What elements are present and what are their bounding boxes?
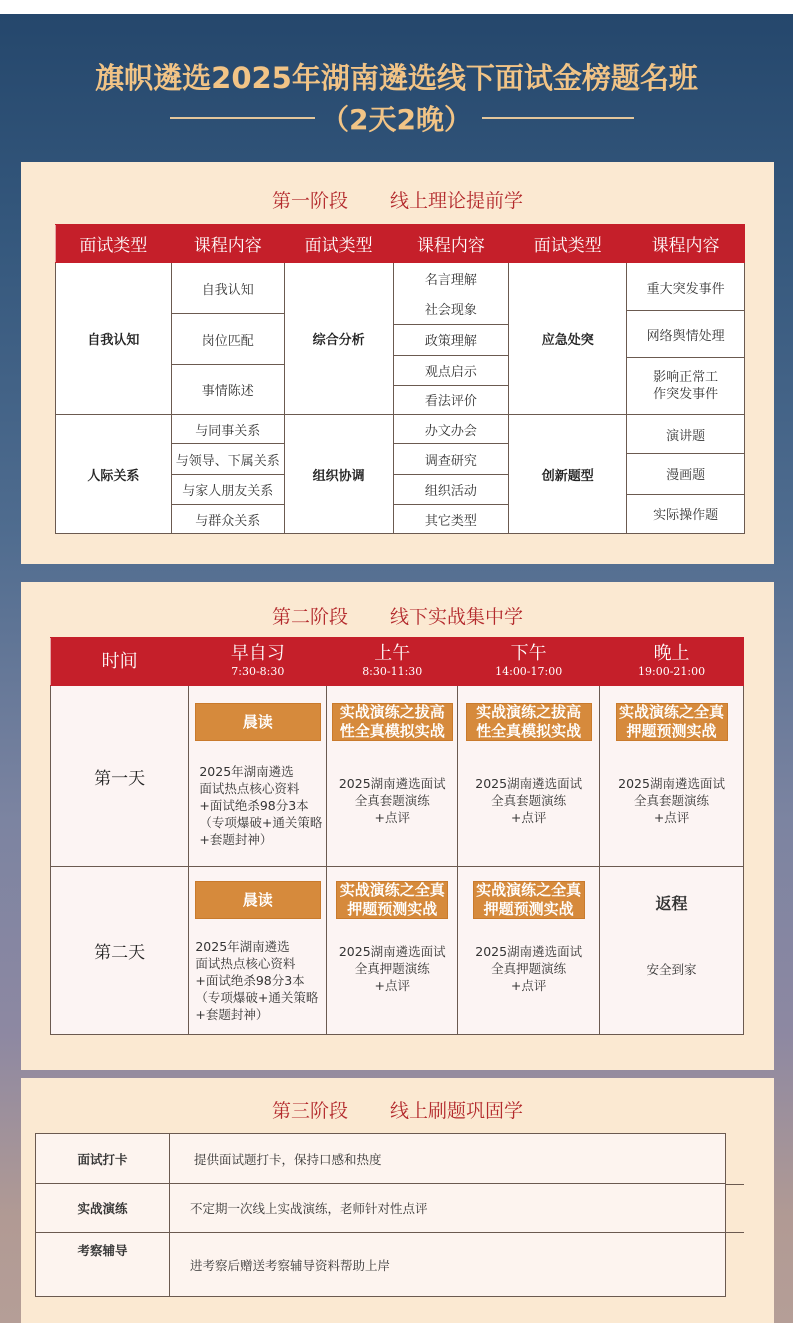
header-cell: 面试类型 — [509, 225, 627, 263]
content-emergency — [627, 263, 745, 415]
content-interpersonal — [171, 415, 284, 534]
divider — [726, 1232, 744, 1233]
list-item: 办文办会 — [394, 415, 509, 444]
stage1-heading — [21, 186, 774, 213]
list-item: 观点启示 — [394, 356, 509, 386]
row-value: 不定期一次线上实战演练，老师针对性点评 — [170, 1184, 726, 1233]
stage2-subtitle: 线下实战集中学 — [390, 606, 524, 628]
stage1-row-2 — [56, 415, 745, 534]
day2-evening — [600, 867, 744, 1035]
stage2-heading — [21, 602, 774, 629]
list-item-group — [394, 264, 509, 325]
desc-block: 2025湖南遴选面试 全真套题演练 +点评 — [475, 776, 583, 825]
list-item: 岗位匹配 — [172, 314, 284, 365]
list-item: 名言理解 — [424, 273, 477, 288]
content-organize — [393, 415, 509, 534]
badge: 实战演练之全真 押题预测实战 — [616, 703, 728, 741]
table-row — [36, 1233, 726, 1297]
type-analysis: 综合分析 — [284, 263, 393, 415]
list-item: 与家人朋友关系 — [172, 475, 284, 505]
type-emergency: 应急处突 — [509, 263, 627, 415]
header-cell: 课程内容 — [393, 225, 509, 263]
stage1-subtitle: 线上理论提前学 — [390, 190, 524, 212]
desc-block: 2025年湖南遴选 面试热点核心资料 +面试绝杀98分3本 （专项爆破+通关策略 +套题封神） — [199, 764, 323, 847]
content-analysis — [393, 263, 509, 415]
badge: 实战演练之全真 押题预测实战 — [473, 881, 585, 919]
top-strip — [0, 0, 793, 14]
stage2-header-row — [51, 638, 744, 686]
list-item: 其它类型 — [424, 513, 477, 529]
header-early-study: 早自习 7:30-8:30 — [189, 638, 327, 686]
stage2-schedule-table — [50, 637, 744, 1035]
list-item: 网络舆情处理 — [627, 311, 744, 358]
list-item-group — [627, 358, 744, 413]
header-cell: 课程内容 — [627, 225, 745, 263]
list-item: 调查研究 — [394, 444, 509, 475]
list-item: 重大突发事件 — [627, 264, 744, 311]
stage1-row-1 — [56, 263, 745, 415]
row-value: 进考察后赠送考察辅导资料帮助上岸 — [170, 1233, 726, 1297]
type-innovation: 创新题型 — [509, 415, 627, 534]
return-title: 返程 — [655, 894, 688, 913]
table-row — [36, 1134, 726, 1184]
header-morning: 上午 8:30-11:30 — [327, 638, 458, 686]
type-interpersonal: 人际关系 — [56, 415, 172, 534]
header-cell: 面试类型 — [56, 225, 172, 263]
day-label: 第二天 — [51, 867, 189, 1035]
desc-block: 2025湖南遴选面试 全真押题演练 +点评 — [338, 944, 446, 993]
header-afternoon: 下午 14:00-17:00 — [458, 638, 600, 686]
day2-row — [51, 867, 744, 1035]
list-item: 看法评价 — [424, 394, 477, 409]
content-self — [171, 263, 284, 415]
header-time: 时间 — [51, 638, 189, 686]
list-item: 作突发事件 — [653, 386, 719, 402]
type-organize: 组织协调 — [284, 415, 393, 534]
content-innovation — [627, 415, 745, 534]
day1-morning — [327, 686, 458, 867]
list-item: 自我认知 — [172, 263, 284, 314]
list-item: 演讲题 — [627, 416, 744, 454]
stage1-table — [55, 224, 745, 534]
header-evening: 晚上 19:00-21:00 — [600, 638, 744, 686]
day-label: 第一天 — [51, 686, 189, 867]
stage1-title: 第一阶段 — [271, 190, 348, 212]
list-item: 与领导、下属关系 — [172, 444, 284, 475]
list-item: 事情陈述 — [201, 384, 254, 399]
row-key: 考察辅导 — [36, 1233, 170, 1297]
row-value: 提供面试题打卡，保持口感和热度 — [170, 1134, 726, 1184]
header-cell: 课程内容 — [171, 225, 284, 263]
divider — [726, 1184, 744, 1185]
stage3-title: 第三阶段 — [271, 1100, 348, 1122]
list-item: 政策理解 — [394, 325, 509, 356]
day2-early-study — [189, 867, 327, 1035]
header-cell: 面试类型 — [284, 225, 393, 263]
stage3-table — [35, 1133, 726, 1297]
desc-block: 2025湖南遴选面试 全真套题演练 +点评 — [618, 776, 725, 825]
badge: 实战演练之拔高 性全真模拟实战 — [332, 703, 453, 741]
list-item: 漫画题 — [627, 454, 744, 495]
list-item: 与群众关系 — [195, 513, 261, 529]
desc-block: 2025年湖南遴选 面试热点核心资料 +面试绝杀98分3本 （专项爆破+通关策略 +套题封神） — [195, 939, 319, 1022]
page-title: 旗帜遴选2025年湖南遴选线下面试金榜题名班 — [95, 61, 698, 95]
desc-block: 2025湖南遴选面试 全真押题演练 +点评 — [475, 944, 583, 993]
day1-evening — [600, 686, 744, 867]
day1-afternoon — [458, 686, 600, 867]
list-item: 与同事关系 — [172, 415, 284, 444]
stage2-title: 第二阶段 — [271, 606, 348, 628]
badge: 晨读 — [195, 881, 321, 919]
stage3-heading — [21, 1096, 774, 1123]
day1-early-study — [189, 686, 327, 867]
list-item: 社会现象 — [424, 303, 477, 318]
page-subtitle: （2天2晚） — [321, 103, 472, 136]
desc-block: 2025湖南遴选面试 全真套题演练 +点评 — [338, 776, 446, 825]
type-self: 自我认知 — [56, 263, 172, 415]
title-divider-right — [482, 117, 634, 119]
day2-morning — [327, 867, 458, 1035]
return-desc: 安全到家 — [646, 962, 697, 977]
row-key: 面试打卡 — [36, 1134, 170, 1184]
list-item: 影响正常工 — [653, 369, 719, 385]
day1-row — [51, 686, 744, 867]
stage3-subtitle: 线上刷题巩固学 — [390, 1100, 524, 1122]
row-key: 实战演练 — [36, 1184, 170, 1233]
day2-afternoon — [458, 867, 600, 1035]
badge: 实战演练之拔高 性全真模拟实战 — [466, 703, 592, 741]
list-item: 组织活动 — [394, 475, 509, 505]
list-item: 实际操作题 — [653, 508, 719, 523]
table-row — [36, 1184, 726, 1233]
badge: 实战演练之全真 押题预测实战 — [336, 881, 448, 919]
stage1-header-row — [56, 225, 745, 263]
badge: 晨读 — [195, 703, 321, 741]
